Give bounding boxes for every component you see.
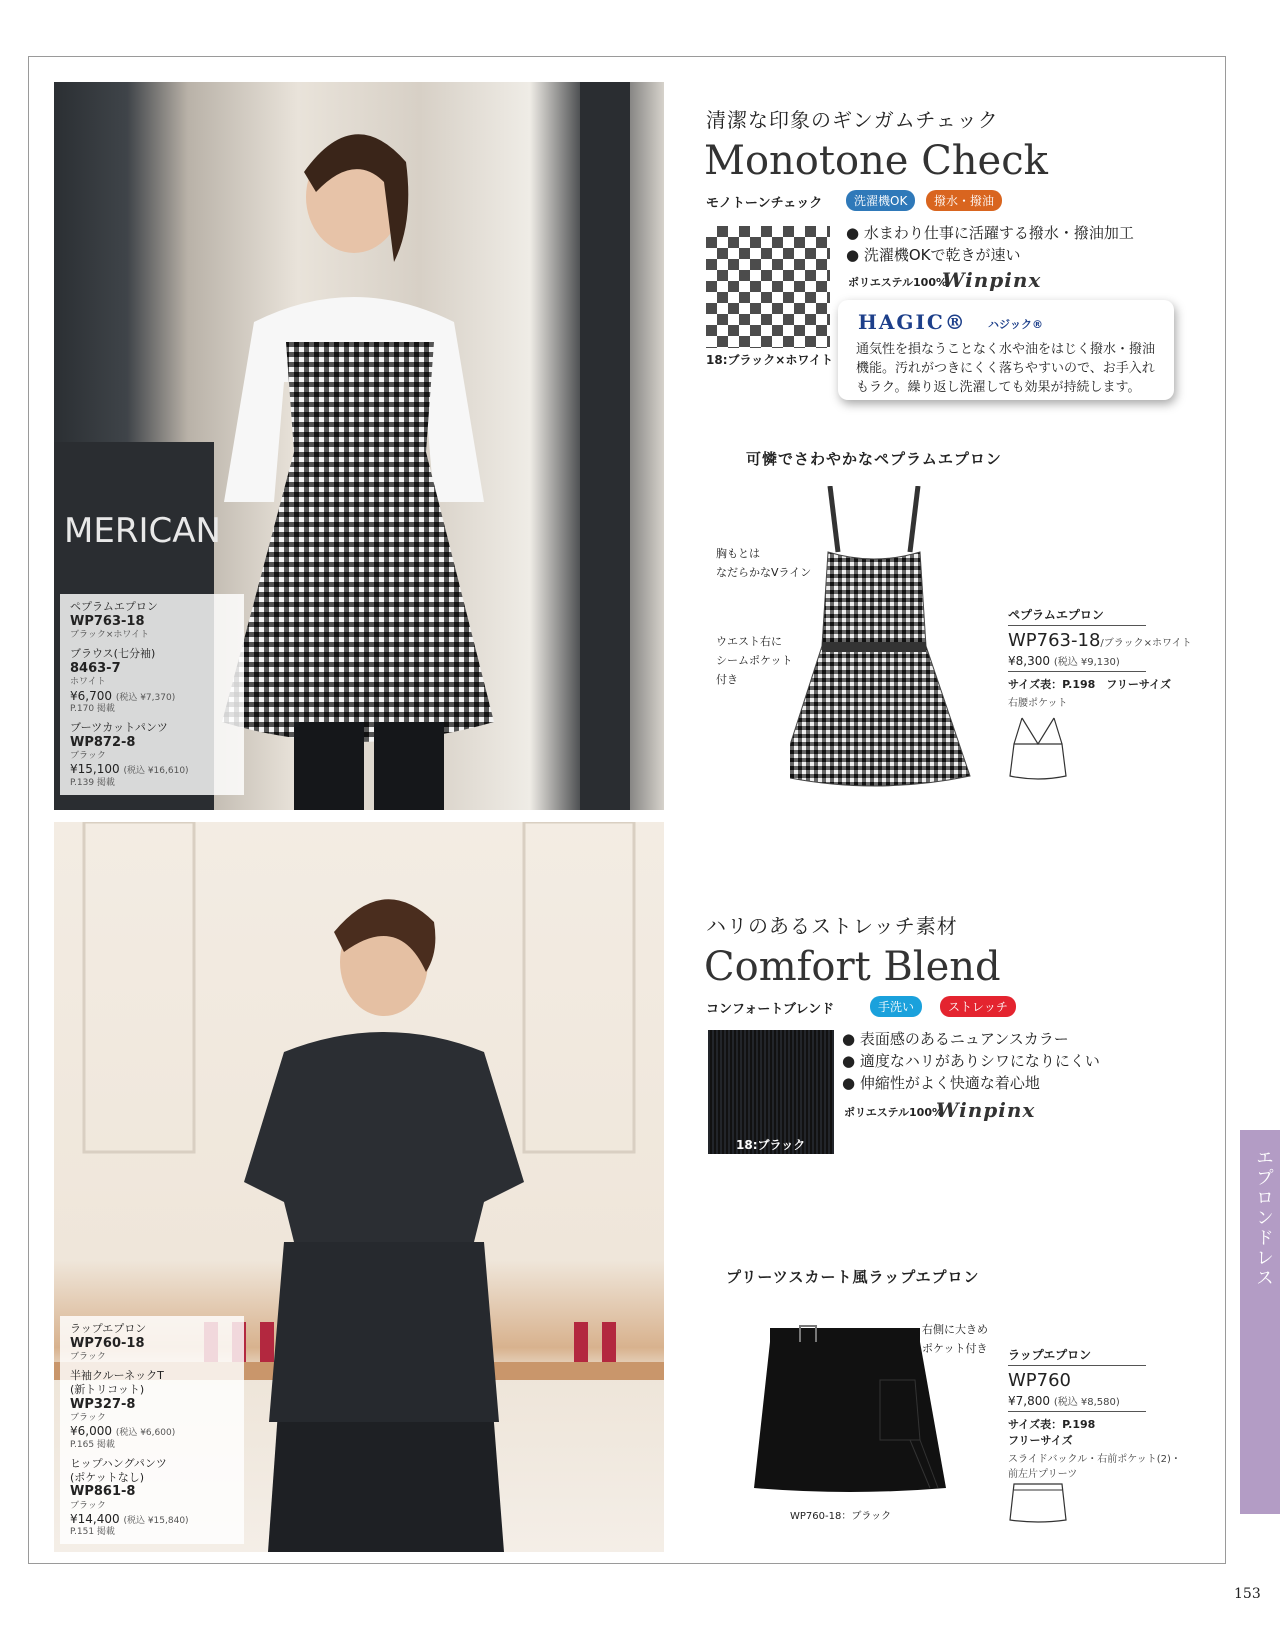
product-code: WP760: [1008, 1370, 1072, 1391]
caption-item: [70, 600, 234, 641]
product-price: ¥8,300: [1008, 654, 1050, 668]
caption-code: WP861-8: [70, 1484, 136, 1500]
winpinx-logo: Winpinx: [936, 1098, 1036, 1122]
fabric-swatch-gingham: [706, 226, 830, 348]
section1-headline-jp: 清潔な印象のギンガムチェック: [706, 108, 999, 132]
product-price: ¥7,800: [1008, 1394, 1050, 1408]
caption-item: [70, 721, 234, 789]
caption-color: ブラック: [70, 751, 106, 761]
caption-color: ブラック: [70, 1500, 106, 1511]
product2-spec: [1008, 1346, 1181, 1480]
swatch-label: 18:ブラック×ホワイト: [706, 353, 833, 367]
caption-code: 8463-7: [70, 661, 121, 676]
product1-note-pocket: ウエスト右に シームポケット 付き: [716, 635, 793, 686]
caption-price: ¥14,400: [70, 1511, 120, 1526]
feature-bullet: ● 伸縮性がよく快適な着心地: [842, 1074, 1040, 1092]
hagic-description: 通気性を損なうことなく水や油をはじく撥水・撥油機能。汚れがつきにくく落ちやすいので、お手入れもラク。繰り返し洗濯しても効果が持続します。: [856, 342, 1156, 395]
caption-label: ペプラムエプロン: [70, 600, 158, 613]
feature-bullet: ● 洗濯機OKで乾きが速い: [846, 246, 1021, 264]
fabric-composition: ポリエステル100%: [848, 276, 947, 289]
caption-item: [70, 647, 234, 715]
photo2-caption: [60, 1316, 244, 1544]
product2-note-pocket: 右側に大きめ ポケット付き: [922, 1323, 988, 1355]
caption-tax: (税込 ¥16,610): [123, 766, 189, 777]
badge-hand-wash: 手洗い: [870, 996, 922, 1017]
section2-headline-jp: ハリのあるストレッチ素材: [706, 914, 958, 938]
wrap-apron-illustration: [750, 1320, 950, 1500]
caption-item: [70, 1457, 234, 1539]
badge-water-repellent: 撥水・撥油: [926, 190, 1002, 211]
feature-bullet: ● 表面感のあるニュアンスカラー: [842, 1030, 1069, 1048]
caption-price: ¥6,000: [70, 1424, 112, 1439]
caption-code: WP763-18: [70, 613, 145, 629]
caption-tax: (税込 ¥6,600): [115, 1428, 176, 1439]
caption-label: ブラウス(七分袖): [70, 647, 156, 661]
caption-label: ヒップハングパンツ (ポケットなし): [70, 1456, 167, 1484]
hagic-logo: HAGIC®: [858, 310, 967, 334]
caption-label: 半袖クルーネックT (新トリコット): [70, 1369, 164, 1396]
peplum-back-sketch: [1008, 714, 1068, 782]
photo1-caption: [60, 594, 244, 795]
fabric-composition: ポリエステル100%: [844, 1106, 943, 1119]
section1-kana: モノトーンチェック: [706, 196, 823, 211]
caption-tax: (税込 ¥7,370): [115, 692, 176, 703]
product-tax: (税込 ¥8,580): [1053, 1397, 1120, 1408]
section2-headline-en: Comfort Blend: [704, 944, 1001, 990]
page-number: 153: [1234, 1586, 1261, 1602]
svg-text:MERICAN: MERICAN: [64, 511, 221, 551]
product-code: WP763-18: [1008, 630, 1101, 651]
section2-kana: コンフォートブレンド: [706, 1002, 835, 1017]
wrap-apron-caption: WP760-18：ブラック: [790, 1511, 892, 1522]
caption-item: [70, 1322, 234, 1363]
product-extra: スライドバックル・右前ポケット(2)・ 前左片プリーツ: [1008, 1454, 1181, 1480]
caption-item: [70, 1369, 234, 1451]
peplum-apron-illustration: [790, 486, 990, 796]
caption-code: WP327-8: [70, 1396, 136, 1412]
caption-page: P.170 掲載: [70, 703, 115, 714]
caption-code: WP760-18: [70, 1335, 145, 1351]
product-tax: (税込 ¥9,130): [1053, 657, 1120, 668]
product-name: ペプラムエプロン: [1008, 606, 1146, 626]
caption-page: P.139 掲載: [70, 777, 115, 788]
caption-color: ブラック: [70, 1352, 106, 1362]
section1-headline-en: Monotone Check: [704, 138, 1048, 184]
caption-page: P.151 掲載: [70, 1527, 115, 1537]
product1-note-neckline: 胸もとは なだらかなVライン: [716, 547, 812, 579]
product1-title: 可憐でさわやかなペプラムエプロン: [746, 450, 1002, 468]
product2-title: プリーツスカート風ラップエプロン: [726, 1268, 980, 1286]
caption-label: ラップエプロン: [70, 1322, 147, 1335]
caption-page: P.165 掲載: [70, 1439, 115, 1450]
winpinx-logo: Winpinx: [942, 268, 1042, 292]
caption-price: ¥6,700: [70, 688, 112, 703]
feature-bullet: ● 適度なハリがありシワになりにくい: [842, 1052, 1100, 1070]
side-tab-label: エプロンドレス: [1253, 1148, 1274, 1288]
product-color: /ブラック×ホワイト: [1100, 638, 1192, 649]
hagic-kana: ハジック®: [988, 318, 1043, 331]
caption-color: ブラック: [70, 1413, 106, 1423]
caption-label: ブーツカットパンツ: [70, 721, 168, 734]
badge-stretch: ストレッチ: [940, 996, 1016, 1017]
caption-color: ホワイト: [70, 677, 106, 688]
product-size: サイズ表：P.198 フリーサイズ: [1008, 678, 1171, 691]
product-size: サイズ表：P.198 フリーサイズ: [1008, 1418, 1096, 1447]
product-name: ラップエプロン: [1008, 1346, 1146, 1366]
product1-spec: [1008, 606, 1192, 709]
caption-price: ¥15,100: [70, 762, 120, 777]
caption-color: ブラック×ホワイト: [70, 630, 150, 640]
hagic-info-card: [838, 300, 1174, 400]
product-extra: 右腰ポケット: [1008, 698, 1068, 709]
caption-tax: (税込 ¥15,840): [123, 1515, 189, 1526]
swatch-label: 18:ブラック: [736, 1138, 806, 1152]
section-side-tab: [1240, 1130, 1280, 1514]
feature-bullet: ● 水まわり仕事に活躍する撥水・撥油加工: [846, 224, 1134, 242]
caption-code: WP872-8: [70, 734, 136, 750]
wrap-apron-back-sketch: [1008, 1480, 1068, 1524]
badge-washable: 洗濯機OK: [846, 190, 915, 211]
